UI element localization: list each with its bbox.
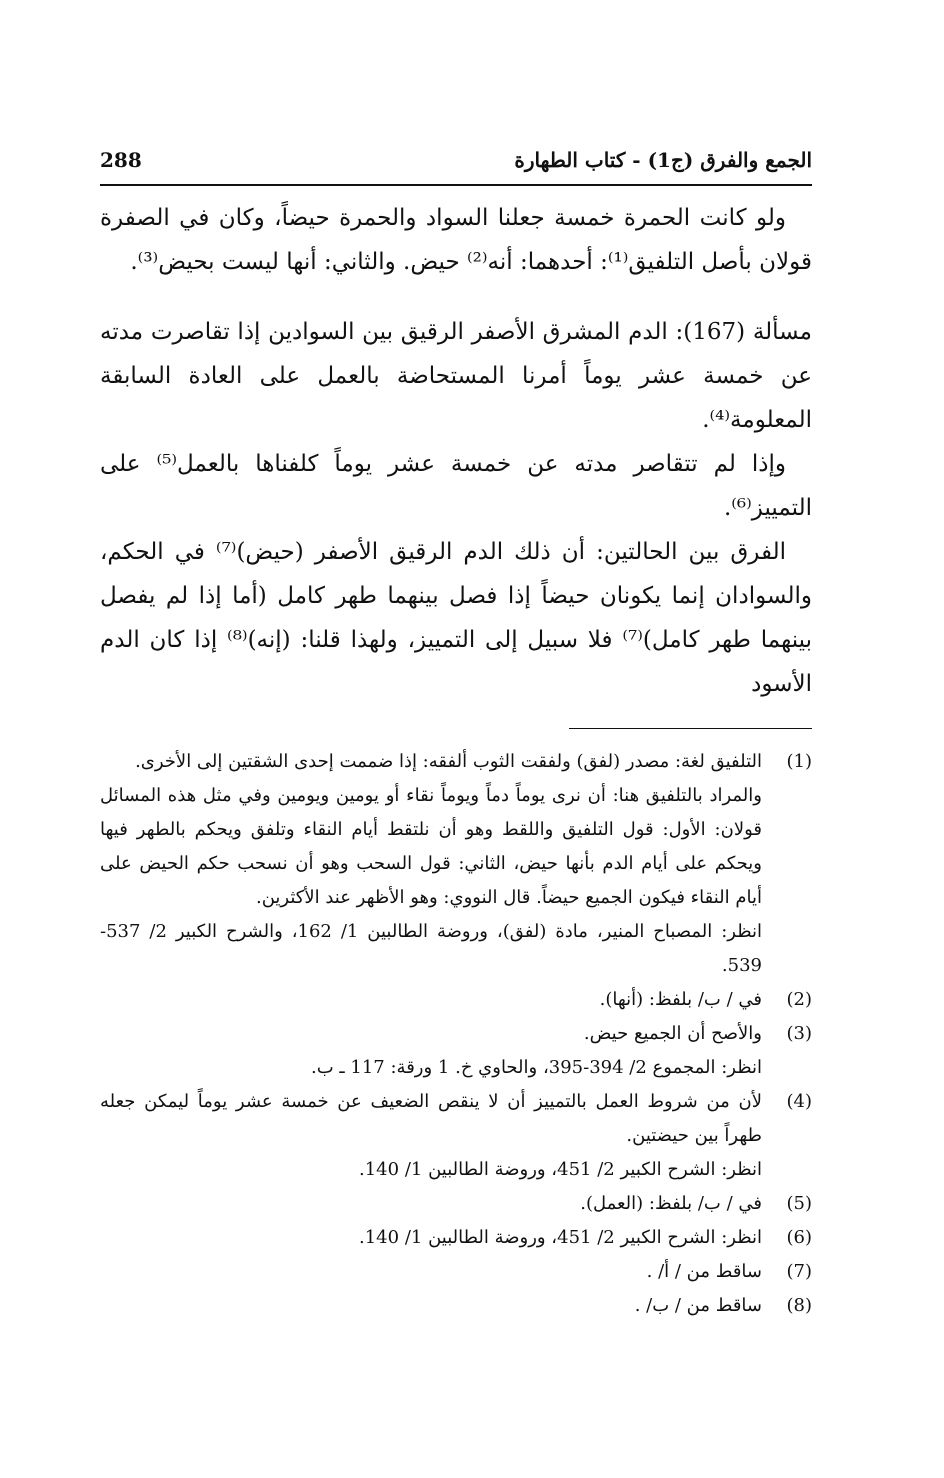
footnote-text: [100, 1289, 762, 1323]
footnote-number: (6): [786, 1227, 812, 1248]
header-rule: [100, 184, 812, 186]
issue-text: الدم المشرق الأصفر الرقيق بين السوادين إذا تقاصرت مدته عن خمسة عشر يوماً أمرنا المستحاضة بالعمل على العادة السابقة المعلومة⁽⁴⁾.: [100, 319, 812, 433]
footnote-text: [100, 1255, 762, 1289]
book-page: [100, 140, 812, 1323]
footnote-continuation: والمراد بالتلفيق هنا: أن نرى يوماً دماً ويوماً نقاء أو يومين ويومين وفي مثل هذه المسائل قولان: الأول: قول التلفيق واللقط وهو أن نلتقط أيام النقاء وتلفق ويحكم بالطهر فيها ويحكم على أيام الدم بأنها حيض، الثاني: قول السحب وهو أن نسحب حكم الحيض على أيام النقاء فيكون الجميع حيضاً. قال النووي: وهو الأظهر عند الأكثرين.: [100, 785, 762, 908]
main-text: [100, 196, 812, 706]
footnote-5: [100, 1187, 812, 1221]
footnote-7: [100, 1255, 812, 1289]
footnote-number: (8): [786, 1295, 812, 1316]
footnote-continuation: انظر: المصباح المنير، مادة (لفق)، وروضة الطالبين 1/ 162، والشرح الكبير 2/ 537-539.: [100, 921, 762, 976]
footnote-text: [100, 1085, 762, 1187]
page-number: 288: [100, 148, 142, 172]
footnote-number: (3): [786, 1023, 812, 1044]
footnote-4: [100, 1085, 812, 1187]
running-title: الجمع والفرق (ج1) - كتاب الطهارة: [514, 148, 812, 172]
footnote-number: (4): [786, 1091, 812, 1112]
footnote-number: (2): [786, 989, 812, 1010]
footnote-text: [100, 745, 762, 779]
paragraph-issue-167: [100, 310, 812, 442]
footnote-line: التلفيق لغة: مصدر (لفق) ولفقت الثوب ألفقه: إذا ضممت إحدى الشقتين إلى الأخرى.: [135, 751, 762, 772]
footnote-8: [100, 1289, 812, 1323]
issue-label: مسألة (167):: [675, 319, 813, 345]
footnote-line: ساقط من / ب/ .: [634, 1295, 762, 1316]
footnote-number: (5): [786, 1193, 812, 1214]
footnote-number: (1): [786, 751, 812, 772]
footnote-line: ساقط من / أ/ .: [646, 1261, 762, 1282]
footnote-line: انظر: الشرح الكبير 2/ 451، وروضة الطالبين 1/ 140.: [359, 1159, 762, 1180]
footnote-3: [100, 1017, 812, 1085]
footnote-1: [100, 745, 812, 779]
footnote-line: والأصح أن الجميع حيض.: [583, 1023, 762, 1044]
footnotes: [100, 745, 812, 1323]
footnote-text: [100, 1187, 762, 1221]
footnote-2: [100, 983, 812, 1017]
paragraph-difference: الفرق بين الحالتين: أن ذلك الدم الرقيق الأصفر (حيض)⁽⁷⁾ في الحكم، والسوادان إنما يكونان حيضاً إذا فصل بينهما طهر كامل (أما إذا لم يفصل بينهما طهر كامل)⁽⁷⁾ فلا سبيل إلى التمييز، ولهذا قلنا: (إنه)⁽⁸⁾ إذا كان الدم الأسود: [100, 539, 812, 697]
footnote-line: لأن من شروط العمل بالتمييز أن لا ينقص الضعيف عن خمسة عشر يوماً ليمكن جعله طهراً بين حيضتين.: [100, 1091, 762, 1146]
footnote-text: [100, 983, 762, 1017]
paragraph-3: وإذا لم تتقاصر مدته عن خمسة عشر يوماً كلفناها بالعمل⁽⁵⁾ على التمييز⁽⁶⁾.: [100, 451, 812, 521]
footnote-line: في / ب/ بلفظ: (أنها).: [599, 989, 762, 1010]
paragraph-1: ولو كانت الحمرة خمسة جعلنا السواد والحمرة حيضاً، وكان في الصفرة قولان بأصل التلفيق⁽¹⁾: أحدهما: أنه⁽²⁾ حيض. والثاني: أنها ليست بحيض⁽³⁾.: [100, 205, 812, 275]
footnote-number: (7): [786, 1261, 812, 1282]
footnote-line: في / ب/ بلفظ: (العمل).: [580, 1193, 762, 1214]
footnote-line: انظر: الشرح الكبير 2/ 451، وروضة الطالبين 1/ 140.: [359, 1227, 762, 1248]
footnote-line: انظر: المجموع 2/ 394-395، والحاوي خ. 1 ورقة: 117 ـ ب.: [311, 1057, 762, 1078]
running-header: [100, 140, 812, 180]
footnote-separator: [569, 728, 812, 729]
footnote-text: [100, 1221, 762, 1255]
footnote-6: [100, 1221, 812, 1255]
footnote-text: [100, 1017, 762, 1085]
